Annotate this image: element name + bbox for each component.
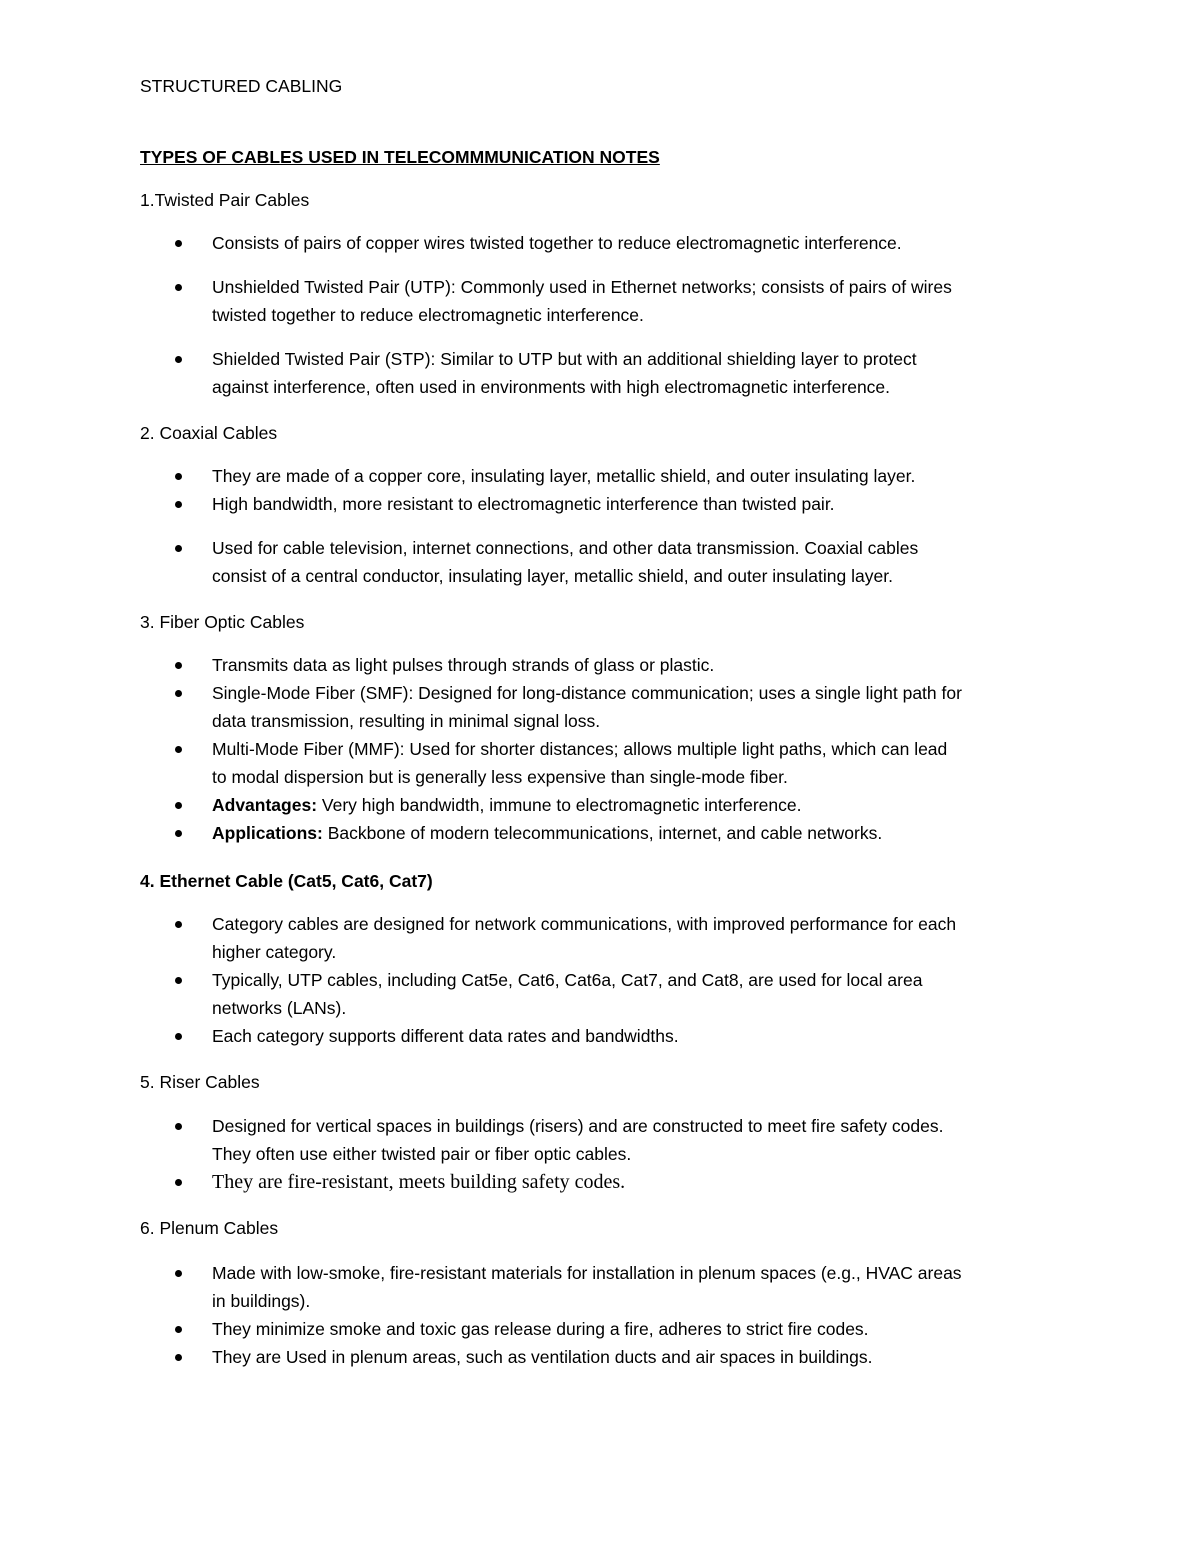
bullet-list-riser xyxy=(0,1112,1200,1196)
list-item: They minimize smoke and toxic gas release during a fire, adheres to strict fire codes. xyxy=(0,1315,1200,1343)
list-item: Designed for vertical spaces in buildings (risers) and are constructed to meet fire safety codes. They often use either twisted pair or fiber optic cables. xyxy=(0,1112,1200,1168)
section-heading-fiber-optic: 3. Fiber Optic Cables xyxy=(140,612,305,632)
advantages-label: Advantages: xyxy=(212,795,318,815)
applications-label: Applications: xyxy=(212,823,323,843)
list-item: Category cables are designed for network communications, with improved performance for each higher category. xyxy=(0,910,1200,966)
list-item: They are Used in plenum areas, such as ventilation ducts and air spaces in buildings. xyxy=(0,1343,1200,1371)
list-item: Applications: Backbone of modern telecommunications, internet, and cable networks. xyxy=(0,819,1200,847)
list-item: Made with low-smoke, fire-resistant materials for installation in plenum spaces (e.g., HVAC areas in buildings). xyxy=(0,1259,1200,1315)
list-item: Multi-Mode Fiber (MMF): Used for shorter distances; allows multiple light paths, which can lead to modal dispersion but is generally less expensive than single-mode fiber. xyxy=(0,735,1200,791)
document-title: TYPES OF CABLES USED IN TELECOMMMUNICATION NOTES xyxy=(140,147,660,167)
list-item: Unshielded Twisted Pair (UTP): Commonly used in Ethernet networks; consists of pairs of wires twisted together to reduce electromagnetic interference. xyxy=(0,273,1200,329)
bullet-list-fiber-optic xyxy=(0,651,1200,847)
list-item: They are made of a copper core, insulating layer, metallic shield, and outer insulating layer. xyxy=(0,462,1200,490)
section-heading-riser: 5. Riser Cables xyxy=(140,1072,260,1092)
bullet-list-ethernet xyxy=(0,910,1200,1050)
list-item: Consists of pairs of copper wires twisted together to reduce electromagnetic interference. xyxy=(0,229,1200,257)
bullet-list-coaxial xyxy=(0,462,1200,590)
list-item: Used for cable television, internet connections, and other data transmission. Coaxial cables consist of a central conductor, insulating layer, metallic shield, and outer insulating layer. xyxy=(0,534,1200,590)
list-item: High bandwidth, more resistant to electromagnetic interference than twisted pair. xyxy=(0,490,1200,518)
document-header: STRUCTURED CABLING xyxy=(140,76,343,96)
bullet-list-plenum xyxy=(0,1259,1200,1371)
section-heading-ethernet: 4. Ethernet Cable (Cat5, Cat6, Cat7) xyxy=(140,871,433,891)
list-item: Each category supports different data rates and bandwidths. xyxy=(0,1022,1200,1050)
section-heading-twisted-pair: 1.Twisted Pair Cables xyxy=(140,190,310,210)
list-item: They are fire-resistant, meets building safety codes. xyxy=(0,1168,1200,1196)
section-heading-plenum: 6. Plenum Cables xyxy=(140,1218,279,1238)
section-heading-coaxial: 2. Coaxial Cables xyxy=(140,423,278,443)
list-item: Advantages: Very high bandwidth, immune to electromagnetic interference. xyxy=(0,791,1200,819)
list-item: Typically, UTP cables, including Cat5e, Cat6, Cat6a, Cat7, and Cat8, are used for local area networks (LANs). xyxy=(0,966,1200,1022)
list-item: Shielded Twisted Pair (STP): Similar to UTP but with an additional shielding layer to protect against interference, often used in environments with high electromagnetic interference. xyxy=(0,345,1200,401)
bullet-list-twisted-pair xyxy=(0,229,1200,401)
list-item: Single-Mode Fiber (SMF): Designed for long-distance communication; uses a single light path for data transmission, resulting in minimal signal loss. xyxy=(0,679,1200,735)
list-item: Transmits data as light pulses through strands of glass or plastic. xyxy=(0,651,1200,679)
